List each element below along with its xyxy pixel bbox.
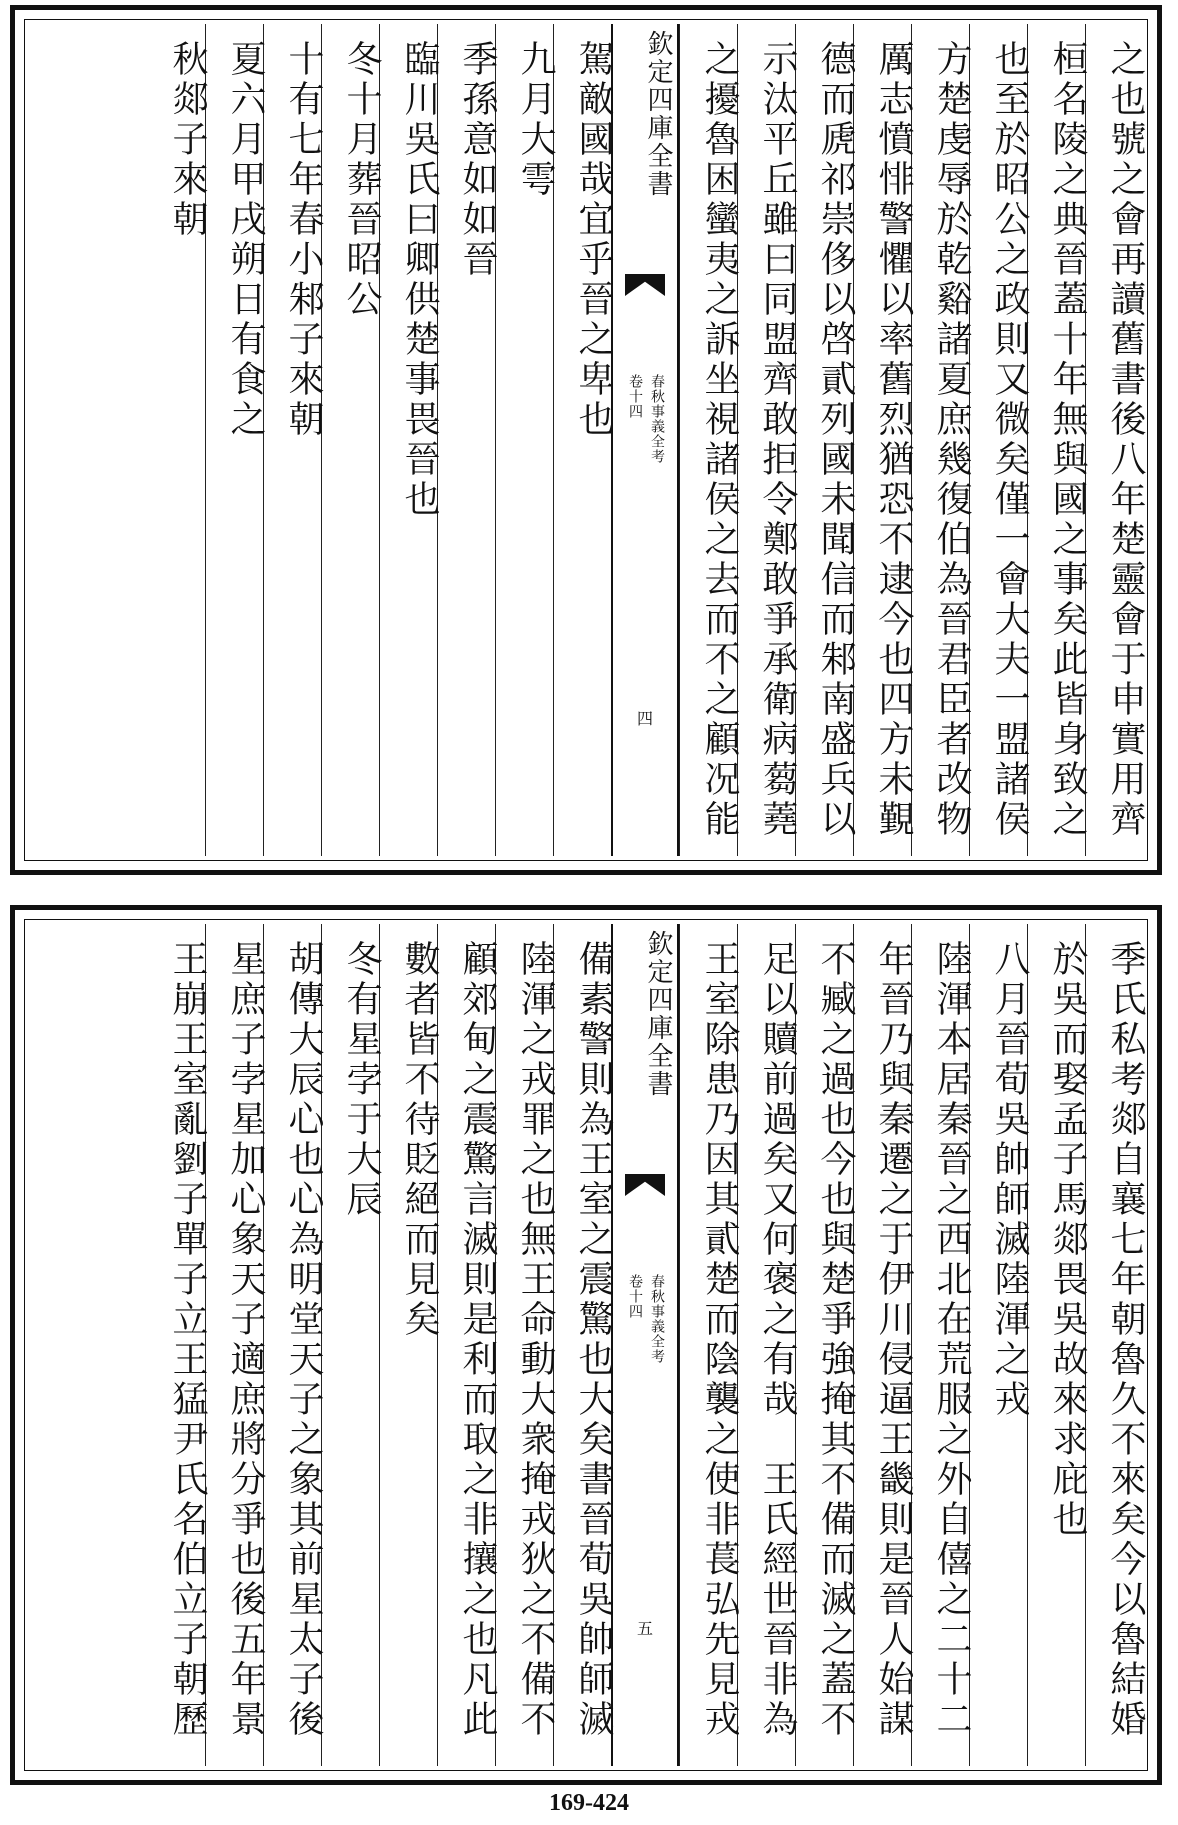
text-column: [1027, 24, 1088, 856]
text-column: [553, 24, 614, 856]
page-reference-number: 169-424: [549, 1790, 629, 1816]
column-text: 季孫意如如晉: [457, 40, 498, 280]
column-text: 德而虒祁崇侈以啓貳列國未聞信而邾南盛兵以: [815, 40, 856, 840]
text-column: [911, 24, 972, 856]
text-column: [679, 24, 740, 856]
column-text: 足以贖前過矣又何褒之有哉 王氏經世晉非為: [757, 940, 798, 1740]
text-column: [969, 24, 1030, 856]
text-column: [147, 24, 208, 856]
text-column: [147, 924, 208, 1766]
text-column: [321, 24, 382, 856]
text-column: [853, 924, 914, 1766]
book-title: 春秋事義全考: [649, 1274, 665, 1364]
text-column: [379, 24, 440, 856]
column-text: 胡傳大辰心也心為明堂天子之象其前星太子後: [283, 940, 324, 1740]
column-text: 方楚虔辱於乾谿諸夏庶幾復伯為晉君臣者改物: [931, 40, 972, 840]
column-text: 示汰平丘雖曰同盟齊敢拒令鄭敢爭承衛病蒭蕘: [757, 40, 798, 840]
volume-label: 卷十四: [627, 1274, 643, 1319]
column-text: 之擾魯困蠻夷之訴坐視諸侯之去而不之顧况能: [699, 40, 740, 840]
text-column: [321, 924, 382, 1766]
text-column: [495, 24, 556, 856]
text-column: [1085, 924, 1146, 1766]
page-number: 四: [636, 709, 653, 728]
column-text: 陸渾本居秦晉之西北在荒服之外自僖之二十二: [931, 940, 972, 1740]
column-text: 夏六月甲戌朔日有食之: [225, 40, 266, 440]
column-text: 之也號之會再讀舊書後八年楚靈會于申實用齊: [1105, 40, 1146, 840]
column-text: 王崩王室亂劉子單子立王猛尹氏名伯立子朝歷: [167, 940, 208, 1740]
column-text: 王室除患乃因其貳楚而陰襲之使非萇弘先見戎: [699, 940, 740, 1740]
column-text: 季氏私考郯自襄七年朝魯久不來矣今以魯結婚: [1105, 940, 1146, 1740]
text-column: [1085, 24, 1146, 856]
column-text: 九月大雩: [515, 40, 556, 200]
text-column: [1027, 924, 1088, 1766]
column-text: 桓名陵之典晉蓋十年無與國之事矣此皆身致之: [1047, 40, 1088, 840]
column-text: 冬有星孛于大辰: [341, 940, 382, 1220]
text-column: [205, 24, 266, 856]
column-text: 年晉乃與秦遷之于伊川侵逼王畿則是晉人始謀: [873, 940, 914, 1740]
column-text: 臨川吳氏曰卿供楚事畏晉也: [399, 40, 440, 520]
column-text: 不臧之過也今也與楚爭強掩其不備而滅之蓋不: [815, 940, 856, 1740]
fishtail-mark-icon: [625, 274, 665, 296]
text-column: [263, 924, 324, 1766]
upper-page-frame: [10, 5, 1162, 875]
fishtail-mark-icon: [625, 1174, 665, 1196]
text-column: [969, 924, 1030, 1766]
text-column: [679, 924, 740, 1766]
column-text: 駕敵國哉宜乎晉之卑也: [573, 40, 614, 440]
lower-page-frame: [10, 905, 1162, 1785]
upper-page-text-area: [29, 24, 1146, 856]
center-fold-banxin: [611, 24, 679, 856]
text-column: [737, 24, 798, 856]
text-column: [205, 924, 266, 1766]
book-title: 春秋事義全考: [649, 374, 665, 464]
column-text: 十有七年春小邾子來朝: [283, 40, 324, 440]
column-text: 數者皆不待貶絕而見矣: [399, 940, 440, 1340]
column-text: 也至於昭公之政則又微矣僅一會大夫一盟諸侯: [989, 40, 1030, 840]
column-text: 星庶子孛星加心象天子適庶將分爭也後五年景: [225, 940, 266, 1740]
column-text: 冬十月葬晉昭公: [341, 40, 382, 320]
collection-title: 欽定四庫全書: [643, 930, 673, 1098]
center-fold-banxin: [611, 924, 679, 1766]
column-text: 於吳而娶孟子馬郯畏吳故來求庇也: [1047, 940, 1088, 1540]
collection-title: 欽定四庫全書: [643, 30, 673, 198]
page-number: 五: [636, 1619, 653, 1638]
column-text: 陸渾之戎罪之也無王命動大衆掩戎狄之不備不: [515, 940, 556, 1740]
text-column: [737, 924, 798, 1766]
column-text: 顧郊甸之震驚言滅則是利而取之非攘之也凡此: [457, 940, 498, 1740]
text-column: [437, 24, 498, 856]
lower-page-text-area: [29, 924, 1146, 1766]
text-column: [911, 924, 972, 1766]
text-column: [263, 24, 324, 856]
text-column: [795, 24, 856, 856]
volume-label: 卷十四: [627, 374, 643, 419]
column-text: 八月晉荀吳帥師滅陸渾之戎: [989, 940, 1030, 1420]
text-column: [795, 924, 856, 1766]
column-text: 厲志憤悱警懼以率舊烈猶恐不逮今也四方未覲: [873, 40, 914, 840]
text-column: [553, 924, 614, 1766]
column-text: 備素警則為王室之震驚也大矣書晉荀吳帥師滅: [573, 940, 614, 1740]
text-column: [853, 24, 914, 856]
column-text: 秋郯子來朝: [167, 40, 208, 240]
text-column: [495, 924, 556, 1766]
text-column: [437, 924, 498, 1766]
text-column: [379, 924, 440, 1766]
